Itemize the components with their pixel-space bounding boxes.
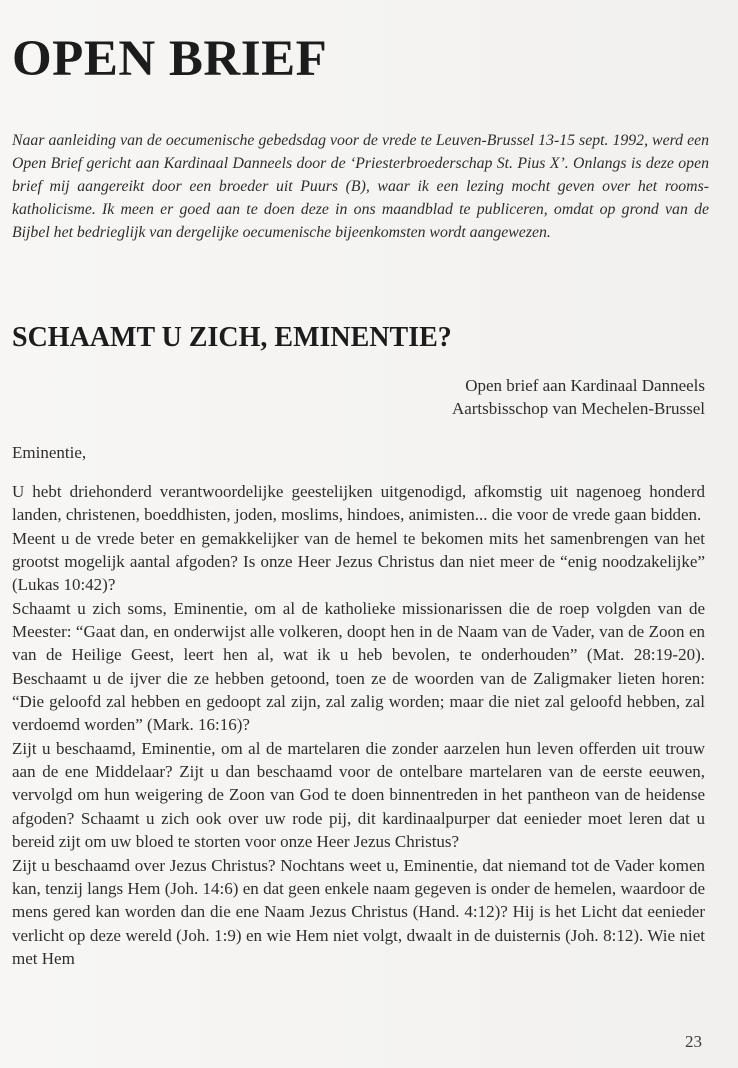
address-line-2: Aartsbisschop van Mechelen-Brussel [451,399,705,418]
body-paragraph: Schaamt u zich soms, Eminentie, om al de katholieke missionarissen die de roep volgden van de Meester: “Gaat dan, en onderwijst alle volkeren, doopt hen in de Naam van de Vader, van de Zoon en van de Heilige Geest, leert hen al, wat ik u heb bevolen, te onderhouden” (Mat. 28:19-20). Beschaamt u de ijver die ze hebben getoond, toen ze de woorden van de Zaligmaker lieten horen: “Die geloofd zal hebben en gedoopt zal zijn, zal zalig worden; maar die niet zal geloofd hebben, zal verdoemd worden” (Mark. 16:16)? [12,598,705,735]
page-title: OPEN BRIEF [12,31,328,87]
body-paragraph: U hebt driehonderd verantwoordelijke geestelijken uitgenodigd, afkomstig uit nagenoeg honderd landen, christenen, boeddhisten, joden, moslims, hindoes, animisten... die voor de vrede gaan bidden. [12,482,705,525]
letter-body [12,480,705,970]
page-number: 23 [685,1032,702,1051]
salutation: Eminentie, [12,443,87,462]
body-paragraph: Meent u de vrede beter en gemakkelijker van de hemel te bekomen mits het samenbrengen van het grootst mogelijk aantal afgoden? Is onze Heer Jezus Christus dan niet meer de “enig noodzakelijke” (Lukas 10:42)? [12,528,705,595]
letter-title: SCHAAMT U ZICH, EMINENTIE? [12,322,452,353]
letter-address [452,374,705,420]
body-paragraph: Zijt u beschaamd over Jezus Christus? Nochtans weet u, Eminentie, dat niemand tot de Vader komen kan, tenzij langs Hem (Joh. 14:6) en dat geen enkele naam gegeven is onder de hemelen, waardoor de mens gered kan worden dan die ene Naam Jezus Christus (Hand. 4:12)? Hij is het Licht dat eenieder verlicht op deze wereld (Joh. 1:9) en wie Hem niet volgt, dwaalt in de duisternis (Joh. 8:12). Wie niet met Hem [12,855,705,968]
body-paragraph: Zijt u beschaamd, Eminentie, om al de martelaren die zonder aarzelen hun leven offerden uit trouw aan de ene Middelaar? Zijt u dan beschaamd voor de ontelbare martelaren van de eerste eeuwen, vervolgd om hun weigering de Zoon van God te doen binnentreden in het pantheon van de heidense afgoden? Schaamt u zich ook over uw rode pij, dit kardinaalpurper dat eenieder moet leren dat u bereid zijt om uw bloed te storten voor onze Heer Jezus Christus? [12,738,705,852]
intro-paragraph: Naar aanleiding van de oecumenische gebedsdag voor de vrede te Leuven-Brussel 13-15 sept. 1992, werd een Open Brief gericht aan Kardinaal Danneels door de ‘Priesterbroederschap St. Pius X’. Onlangs is deze open brief mij aangereikt door een broeder uit Puurs (B), waar ik een lezing mocht geven over het rooms-katholicisme. Ik meen er goed aan te doen deze in ons maandblad te publiceren, omdat op grond van de Bijbel het bedrieglijk van dergelijke oecumenische bijeenkomsten wordt aangewezen. [12,132,709,241]
address-line-1: Open brief aan Kardinaal Danneels [465,376,705,395]
